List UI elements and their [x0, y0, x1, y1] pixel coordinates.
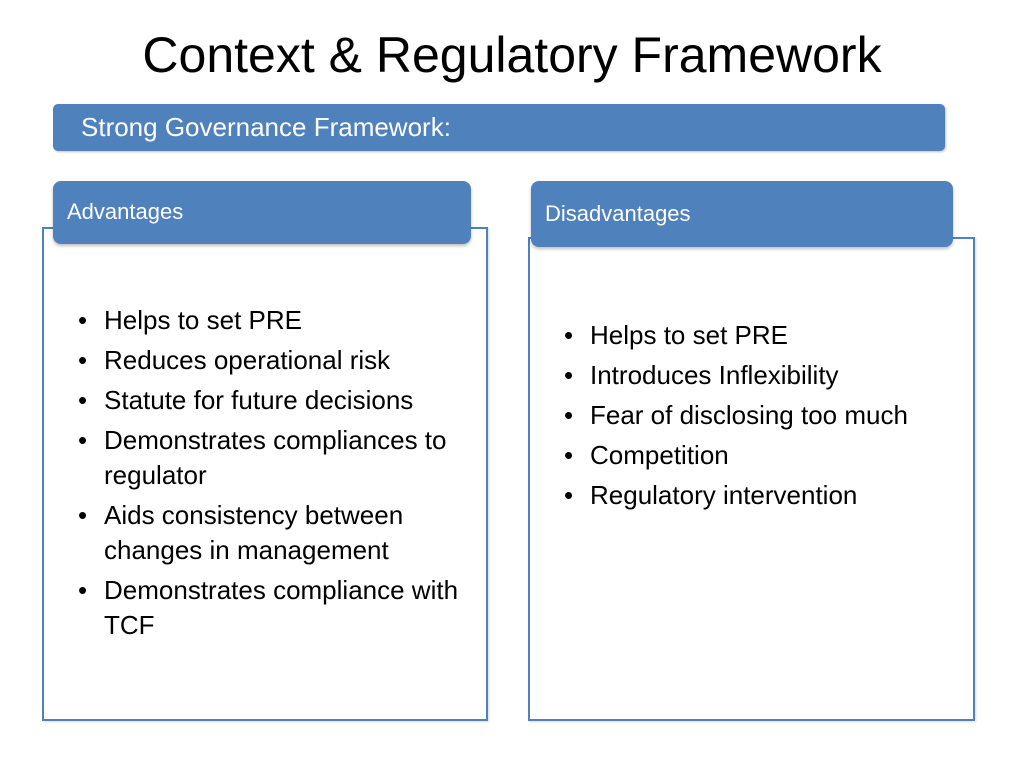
bullet-icon: • [78, 425, 88, 455]
bullet-icon: • [564, 360, 574, 390]
bullet-icon: • [78, 575, 88, 605]
list-item-text: Competition [590, 440, 729, 470]
advantages-list [78, 303, 470, 648]
list-item-text: Demonstrates compliance with TCF [104, 575, 459, 640]
list-item [78, 498, 470, 568]
slide-title: Context & Regulatory Framework [142, 27, 882, 83]
list-item [78, 573, 470, 643]
list-item-text: Introduces Inflexibility [590, 360, 839, 390]
disadvantages-header [531, 181, 953, 247]
list-item [564, 478, 964, 513]
list-item [564, 358, 964, 393]
list-item [78, 343, 470, 378]
bullet-icon: • [564, 400, 574, 430]
list-item [564, 318, 964, 353]
list-item-text: Helps to set PRE [104, 305, 302, 335]
bullet-icon: • [78, 305, 88, 335]
list-item [564, 398, 964, 433]
bullet-icon: • [564, 480, 574, 510]
list-item [78, 383, 470, 418]
bullet-icon: • [78, 345, 88, 375]
disadvantages-list [564, 318, 964, 518]
list-item-text: Fear of disclosing too much [590, 400, 908, 430]
bullet-icon: • [564, 320, 574, 350]
disadvantages-heading: Disadvantages [545, 201, 691, 226]
framework-banner [53, 104, 945, 151]
banner-text: Strong Governance Framework: [81, 112, 451, 142]
list-item [564, 438, 964, 473]
bullet-icon: • [78, 500, 88, 530]
list-item-text: Aids consistency between changes in management [104, 500, 404, 565]
advantages-heading: Advantages [67, 199, 184, 224]
list-item [78, 423, 470, 493]
advantages-header [53, 181, 471, 244]
list-item-text: Demonstrates compliances to regulator [104, 425, 447, 490]
list-item-text: Regulatory intervention [590, 480, 858, 510]
bullet-icon: • [564, 440, 574, 470]
bullet-icon: • [78, 385, 88, 415]
list-item-text: Statute for future decisions [104, 385, 414, 415]
list-item [78, 303, 470, 338]
list-item-text: Reduces operational risk [104, 345, 391, 375]
list-item-text: Helps to set PRE [590, 320, 788, 350]
